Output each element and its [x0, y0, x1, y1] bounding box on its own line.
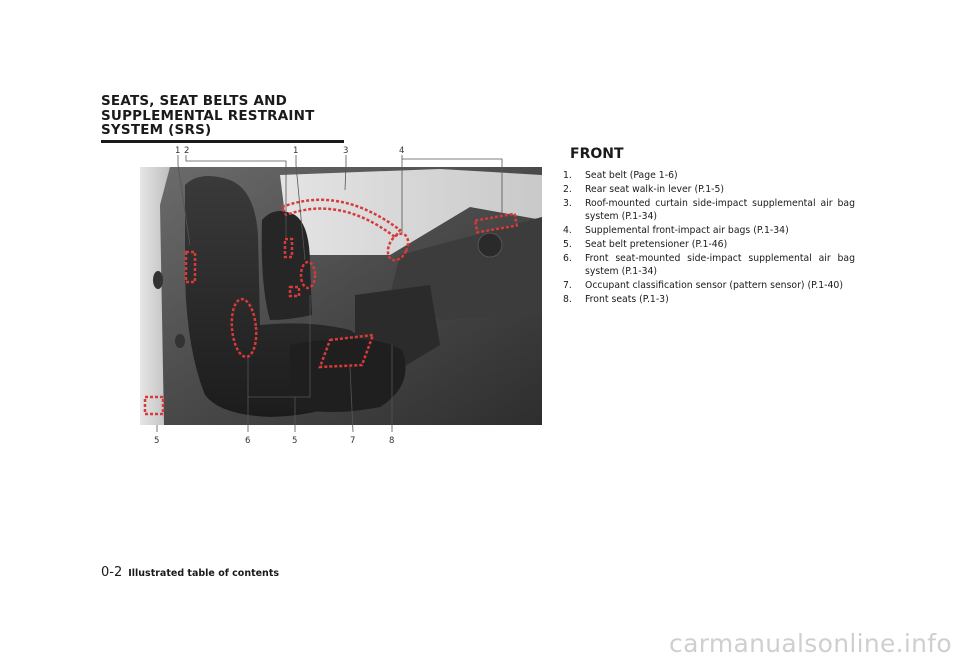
- legend-num: 3.: [563, 198, 572, 210]
- legend-num: 6.: [563, 253, 572, 265]
- legend-text: Front seats (P.1-3): [585, 293, 669, 305]
- watermark: carmanualsonline.info: [669, 629, 952, 658]
- legend-text: Front seat-mounted side-impact supplemental air bag system (P.1-34): [585, 253, 855, 277]
- legend-item: [563, 198, 855, 223]
- page-footer: [101, 561, 279, 580]
- legend-num: 5.: [563, 238, 572, 250]
- legend-text: Roof-mounted curtain side-impact supplemental air bag system (P.1-34): [585, 198, 855, 222]
- section-title-line-1: SEATS, SEAT BELTS AND: [101, 93, 288, 109]
- callout-top-2: 2: [184, 146, 190, 156]
- seats-illustration: [140, 145, 544, 449]
- callout-top-3: 1: [293, 146, 299, 156]
- title-rule: [101, 140, 344, 143]
- legend-num: 7.: [563, 279, 572, 291]
- callout-top-1: 1: [175, 146, 181, 156]
- front-legend: [563, 170, 855, 308]
- legend-item: [563, 184, 855, 197]
- page-number: 0-2: [101, 565, 123, 580]
- legend-item: [563, 253, 855, 278]
- legend-text: Seat belt pretensioner (P.1-46): [585, 238, 728, 250]
- legend-item: [563, 225, 855, 238]
- callout-bottom-4: 7: [350, 436, 356, 446]
- legend-num: 2.: [563, 184, 572, 196]
- callout-top-4: 3: [343, 146, 349, 156]
- callout-top-5: 4: [399, 146, 405, 156]
- front-heading: FRONT: [570, 146, 624, 162]
- legend-num: 8.: [563, 293, 572, 305]
- seat-cushion: [290, 339, 406, 412]
- legend-item: [563, 170, 855, 183]
- callout-bottom-3: 5: [292, 436, 298, 446]
- seats-illustration-svg: [140, 145, 544, 449]
- legend-text: Occupant classification sensor (pattern sensor) (P.1-40): [585, 279, 843, 291]
- callout-bottom-2: 6: [245, 436, 251, 446]
- legend-num: 1.: [563, 170, 572, 181]
- section-title-line-2: SUPPLEMENTAL RESTRAINT: [101, 107, 315, 124]
- legend-text: Supplemental front-impact air bags (P.1-34): [585, 224, 789, 236]
- dash-vent: [478, 233, 502, 257]
- footer-title: Illustrated table of contents: [128, 568, 280, 579]
- door-latch: [153, 271, 163, 289]
- legend-num: 4.: [563, 224, 572, 236]
- legend-item: [563, 294, 855, 307]
- section-title: [101, 94, 346, 138]
- legend-text: Rear seat walk-in lever (P.1-5): [585, 184, 725, 196]
- legend-item: [563, 280, 855, 293]
- legend-item: [563, 239, 855, 252]
- legend-text: Seat belt (Page 1-6): [585, 170, 678, 181]
- callout-bottom-1: 5: [154, 436, 160, 446]
- door-striker: [175, 334, 185, 348]
- section-title-line-3: SYSTEM (SRS): [101, 122, 212, 138]
- callout-bottom-5: 8: [389, 436, 395, 446]
